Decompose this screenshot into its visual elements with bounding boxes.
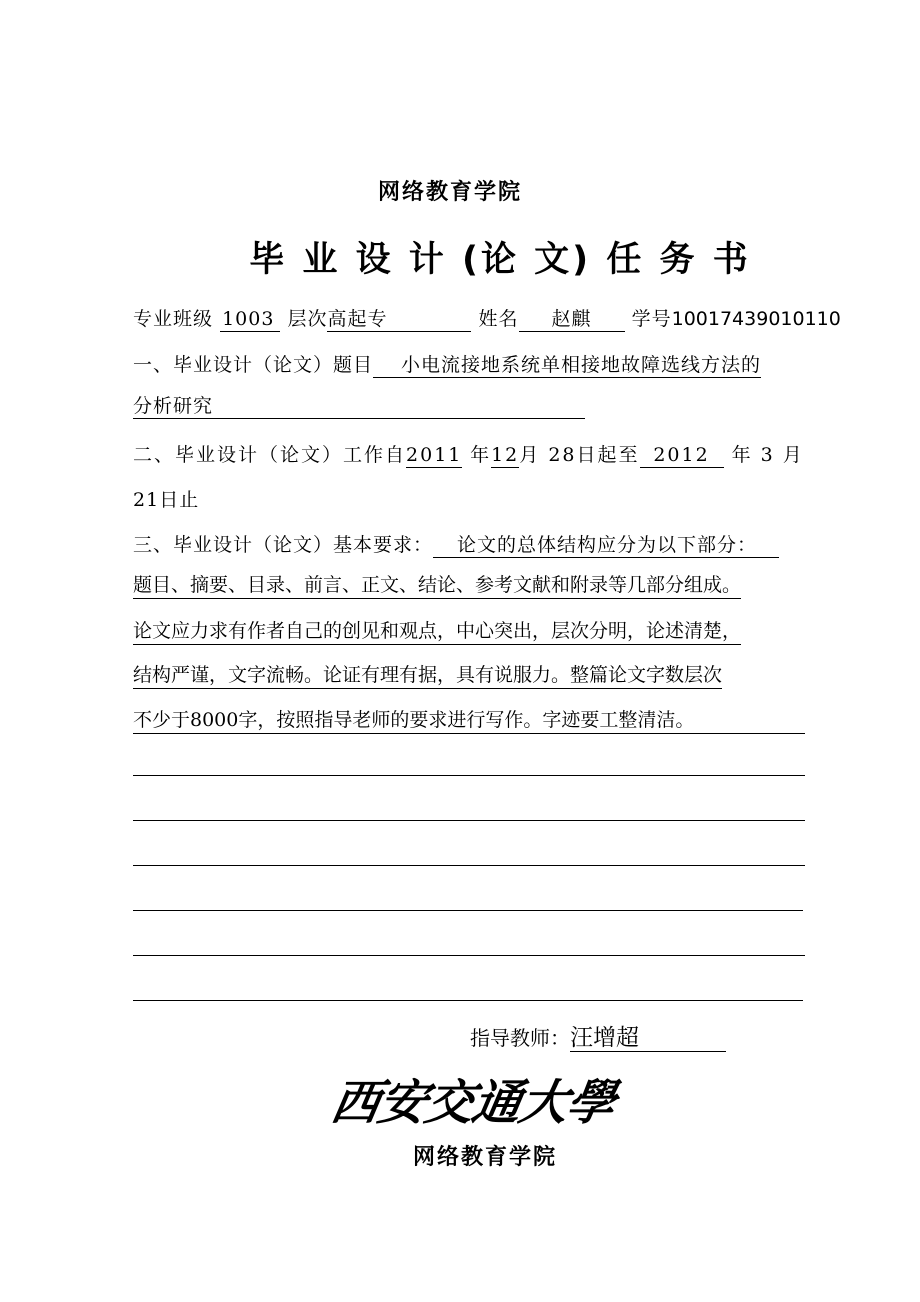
advisor-name: 汪增超 <box>570 1025 726 1052</box>
end-year: 2012 <box>640 445 724 468</box>
student-info-row <box>133 304 841 332</box>
blank-line <box>133 775 805 776</box>
year-char-1: 年 <box>470 444 492 466</box>
period-row-2 <box>133 485 199 512</box>
university-logo: 西安交通大學 <box>327 1075 619 1131</box>
blank-line <box>133 955 805 956</box>
topic-row-2 <box>133 395 585 419</box>
end-month: 3 <box>760 444 775 466</box>
start-month: 12 <box>491 444 520 466</box>
period-row <box>133 440 804 468</box>
page-title: 毕 业 设 计 (论 文) 任 务 书 <box>249 240 751 280</box>
id-label: 学号 <box>631 308 672 330</box>
level-value: 高起专 <box>327 309 471 332</box>
id-value: 10017439010110 <box>671 308 841 330</box>
blank-line <box>133 910 803 911</box>
start-day: 28 <box>548 444 577 466</box>
level-label: 层次 <box>287 308 328 330</box>
blank-line <box>133 865 805 866</box>
name-value: 赵麒 <box>519 309 625 332</box>
requirements-label: 三、毕业设计（论文）基本要求： <box>133 534 434 556</box>
topic-row <box>133 350 761 378</box>
start-year: 2011 <box>406 444 463 466</box>
footer-school: 网络教育学院 <box>412 1145 557 1170</box>
requirements-line-3: 论文应力求有作者自己的创见和观点，中心突出，层次分明，论述清楚， <box>133 620 741 645</box>
requirements-line-5: 不少于8000字，按照指导老师的要求进行写作。字迹要工整清洁。 <box>133 709 805 734</box>
period-label: 二、毕业设计（论文）工作自 <box>133 444 407 466</box>
topic-line-1: 小电流接地系统单相接地故障选线方法的 <box>373 355 761 378</box>
topic-label: 一、毕业设计（论文）题目 <box>133 354 374 376</box>
day-start-to: 日起至 <box>576 444 640 466</box>
requirements-line-1: 论文的总体结构应分为以下部分： <box>433 535 779 558</box>
end-day: 21 <box>133 489 160 511</box>
year-char-2: 年 <box>731 444 753 466</box>
school-heading: 网络教育学院 <box>377 180 522 205</box>
advisor-label: 指导教师： <box>470 1026 570 1050</box>
day-end: 日止 <box>159 489 200 511</box>
major-label: 专业班级 <box>133 308 214 330</box>
requirements-line-4: 结构严谨，文字流畅。论证有理有据，具有说服力。整篇论文字数层次 <box>133 664 722 689</box>
requirements-line-2: 题目、摘要、目录、前言、正文、结论、参考文献和附录等几部分组成。 <box>133 574 741 599</box>
blank-line <box>133 1000 803 1001</box>
major-value: 1003 <box>220 309 280 332</box>
month-char-2: 月 <box>782 444 804 466</box>
month-char-1: 月 <box>519 444 541 466</box>
requirements-label-row <box>133 530 779 558</box>
name-label: 姓名 <box>478 308 519 330</box>
advisor-row <box>470 1022 726 1052</box>
blank-line <box>133 820 805 821</box>
topic-line-2: 分析研究 <box>133 396 585 419</box>
